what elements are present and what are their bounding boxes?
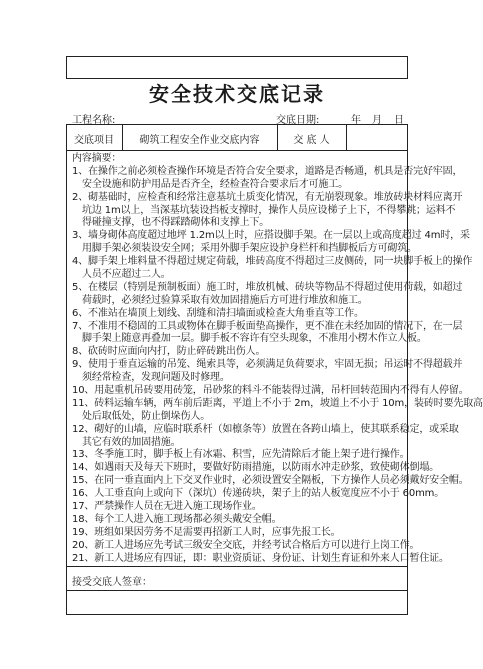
content-line: 2、砌基础时，应检查和经常注意基坑土质变化情况，有无崩裂现象。堆放砖块材料应离开 [72, 191, 463, 203]
content-line: 17、严禁操作人员在无进入施工现场作业。 [72, 501, 262, 513]
content-line: 9、使用于垂直运输的吊笼、绳索具等，必须满足负荷要求，牢固无损；吊运时不得超载并 [72, 359, 463, 371]
content-line: 4、脚手架上堆料量不得超过规定荷载，堆砖高度不得超过三皮侧砖，同一块脚手板上的操作 [72, 256, 473, 268]
content-line: 6、不准站在墙顶上划线、刮缝和清扫墙面或检查大角垂直等工作。 [72, 307, 364, 319]
content-line: 7、不准用不稳固的工具或物体在脚手板面垫高操作，更不准在未经加固的情况下，在一层 [72, 320, 463, 332]
unit-label: 交底项目 [74, 135, 114, 146]
content-line: 脚手架上随意再叠加一层。脚手板不容许有空头现象，不准用小楞木作立人板。 [82, 333, 427, 345]
date-label: 交底日期: [276, 115, 320, 126]
top-header-box [66, 56, 408, 79]
header-row-divider [66, 150, 408, 151]
content-line: 须经常检查，发现问题及时修理。 [82, 372, 230, 384]
signature-label: 接受交底人签章： [72, 577, 152, 588]
content-line: 坑边 1m以上，当深基坑装设挡板支撑时，操作人员应设梯子上下，不得攀跳；运料不 [82, 204, 456, 216]
content-heading: 内容摘要： [72, 153, 122, 164]
content-body [72, 153, 483, 566]
page-title: 安全技术交底记录 [149, 82, 325, 106]
person-label: 交 底 人 [293, 135, 330, 146]
content-line: 人员不应超过二人。 [82, 269, 171, 281]
content-line: 11、砖料运输车辆，两车前后距离，平道上不小于 2m，坡道上不小于 10m，装砖时要先取高 [72, 397, 483, 409]
signature-row-bottom [66, 590, 408, 591]
person-value[interactable] [346, 131, 408, 143]
content-line: 16、人工垂直向上或向下（深坑）传递砖块，架子上的站人板宽度应不小于 60mm。 [72, 488, 445, 500]
content-line: 3、墙身砌体高度超过地坪 1.2m以上时，应搭设脚手架。在一层以上或高度超过 4m时，采 [72, 230, 470, 242]
month-label: 月 [372, 115, 382, 126]
signature-row-divider [66, 566, 408, 567]
content-line: 13、冬季施工时，脚手板上有冰霜、积雪，应先清除后才能上架子进行操作。 [72, 449, 410, 461]
content-line: 18、每个工人进入施工现场都必须头戴安全帽。 [72, 513, 282, 525]
project-name-label: 工程名称: [72, 115, 116, 126]
day-label: 日 [394, 115, 404, 126]
content-line: 1、在操作之前必须检查操作环境是否符合安全要求，道路是否畅通，机具是否完好牢固， [72, 165, 463, 177]
content-line: 19、班组如果因劳务不足需要再招新工人时，应事先报工长。 [72, 526, 341, 538]
content-line: 10、用起重机吊砖要用砖笼，吊砂浆的料斗不能装得过满，吊杆回转范围内不得有人停留。 [72, 385, 469, 397]
topic-text: 砌筑工程安全作业交底内容 [139, 135, 260, 146]
content-line: 处后取低处，防止倒垛伤人。 [82, 410, 211, 422]
content-line: 其它有效的加固措施。 [82, 436, 181, 448]
content-line: 5、在楼层（特别是预制板面）施工时，堆放机械、砖块等物品不得超过使用荷载，如超过 [72, 281, 463, 293]
content-line: 用脚手架必须装设安全网；采用外脚手架应设护身栏杆和挡脚板后方可砌筑。 [82, 243, 417, 255]
content-line: 安全设施和防护用品是否齐全，经检查符合要求后才可施工。 [82, 178, 348, 190]
content-line: 12、砌好的山墙，应临时联系杆（如檩条等）放置在各跨山墙上，使其联系稳定，或采取 [72, 423, 459, 435]
content-line: 21、新工人进场应有四证，即：职业资质证、身份证、计划生育证和外来人口暂住证。 [72, 552, 449, 564]
content-line: 荷载时，必须经过验算采取有效加固措施后方可进行堆放和施工。 [82, 294, 368, 306]
content-line: 15、在同一垂直面内上下交叉作业时，必须设置安全隔板，下方操作人员必须戴好安全帽。 [72, 475, 469, 487]
content-line: 得碰撞支撑，也不得踩踏砌体和支撑上下。 [82, 217, 270, 229]
content-line: 14、如遇雨天及每天下班时，要做好防雨措施，以防雨水冲走砂浆，致使砌体倒塌。 [72, 462, 440, 474]
year-label: 年 [351, 115, 361, 126]
content-line: 20、新工人进场应先考试三级安全交底，并经考试合格后方可以进行上岗工作。 [72, 539, 420, 551]
content-line: 8、砍砖时应面向内打，防止碎砖跳出伤人。 [72, 346, 266, 358]
